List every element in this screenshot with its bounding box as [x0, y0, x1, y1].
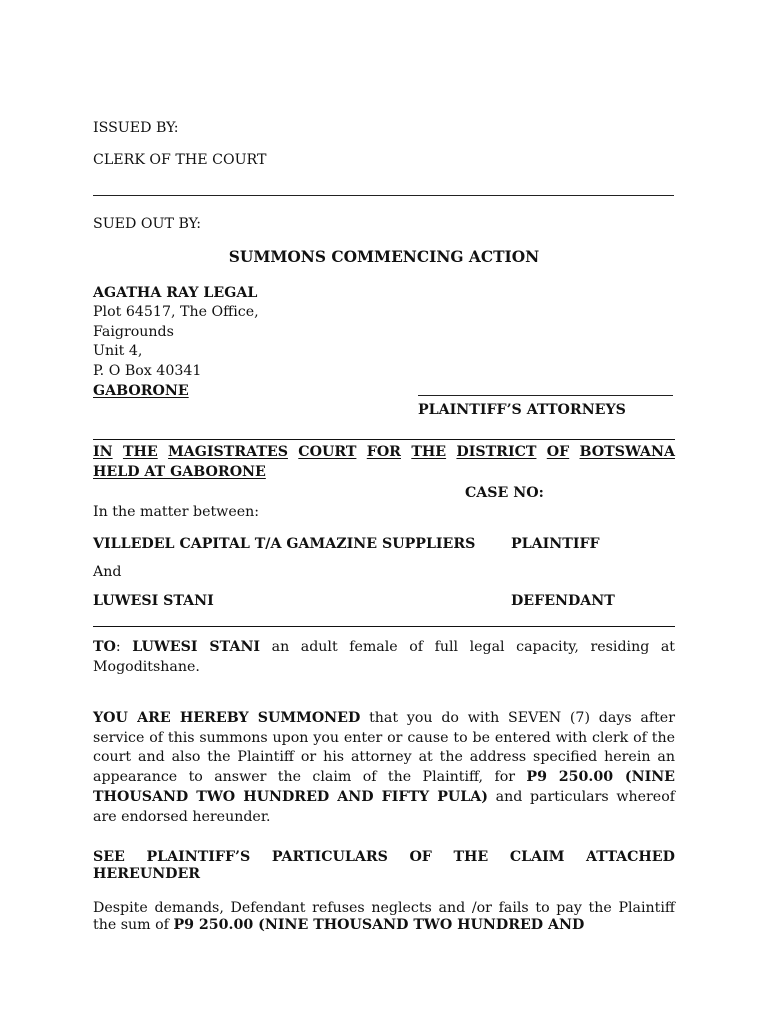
- court-heading-line1: [93, 443, 675, 461]
- address-line: Unit 4,: [93, 343, 143, 359]
- court-heading-word: BOTSWANA: [579, 444, 675, 460]
- particulars-heading-word: CLAIM: [509, 849, 565, 865]
- summons-paragraph: [93, 709, 675, 827]
- matter-between-label: In the matter between:: [93, 504, 260, 520]
- particulars-heading-line1: [93, 848, 675, 866]
- claim-amount: P9 250.00 (NINE THOUSAND TWO HUNDRED AND: [173, 917, 585, 933]
- address-line: Plot 64517, The Office,: [93, 304, 259, 320]
- attorney-city: GABORONE: [93, 383, 189, 399]
- plaintiff-name: VILLEDEL CAPITAL T/A GAMAZINE SUPPLIERS: [93, 536, 476, 552]
- court-heading-word: IN: [93, 444, 113, 460]
- plaintiff-role: PLAINTIFF: [511, 536, 600, 552]
- court-heading-word: THE: [122, 444, 158, 460]
- summons-bold-lead: YOU ARE HEREBY SUMMONED: [93, 710, 361, 726]
- issuer-name: CLERK OF THE COURT: [93, 152, 267, 168]
- signature-line: [418, 395, 673, 396]
- particulars-heading-word: ATTACHED: [586, 849, 675, 865]
- particulars-heading-word: PARTICULARS: [271, 849, 388, 865]
- to-clause: TO: LUWESI STANI an adult female of full legal capacity, residing at Mogoditshane.: [93, 639, 675, 675]
- summons-text-part2: and particulars whereof are endorsed hereunder.: [93, 788, 675, 825]
- document-title: SUMMONS COMMENCING ACTION: [228, 248, 540, 266]
- particulars-heading-word: PLAINTIFF’S: [146, 849, 251, 865]
- particulars-heading-line2: HEREUNDER: [93, 866, 201, 882]
- and-conjunction: And: [93, 564, 122, 580]
- attorney-firm-name: AGATHA RAY LEGAL: [93, 285, 258, 301]
- particulars-heading-word: THE: [453, 849, 489, 865]
- defendant-role: DEFENDANT: [511, 593, 615, 609]
- court-heading-word: THE: [411, 444, 447, 460]
- case-no-label: CASE NO:: [465, 485, 544, 501]
- court-heading-word: DISTRICT: [456, 444, 537, 460]
- defendant-name: LUWESI STANI: [93, 593, 214, 609]
- address-line: Faigrounds: [93, 324, 174, 340]
- to-name: LUWESI STANI: [132, 639, 261, 655]
- plaintiff-attorneys-caption: PLAINTIFF’S ATTORNEYS: [418, 402, 626, 418]
- court-heading-word: MAGISTRATES: [168, 444, 288, 460]
- particulars-heading-word: SEE: [93, 849, 125, 865]
- separator-line: [93, 626, 675, 627]
- court-heading-word: OF: [546, 444, 570, 460]
- court-heading-line2: HELD AT GABORONE: [93, 464, 266, 480]
- to-label: TO: [93, 639, 116, 655]
- to-description: an adult female of full legal capacity, residing at Mogoditshane.: [93, 639, 675, 675]
- separator-line: [93, 195, 674, 196]
- claim-text-part1: Despite demands, Defendant refuses neglects and /or fails to pay the Plaintiff the sum of: [93, 900, 675, 933]
- particulars-heading-word: OF: [409, 849, 432, 865]
- summons-text-part1: that you do with SEVEN (7) days after service of this summons upon you enter or cause to be entered with clerk of the court and also the Plaintiff or his attorney at the address specified herein an appearance to answer the claim of the Plaintiff, for: [93, 710, 675, 786]
- issued-by-label: ISSUED BY:: [93, 120, 179, 136]
- separator-line: [93, 439, 675, 440]
- address-line: P. O Box 40341: [93, 363, 202, 379]
- court-heading-word: COURT: [298, 444, 357, 460]
- sued-out-by-label: SUED OUT BY:: [93, 216, 202, 232]
- summons-amount: P9 250.00 (NINE THOUSAND TWO HUNDRED AND FIFTY PULA): [93, 769, 675, 805]
- claim-paragraph: [93, 900, 675, 934]
- court-heading-word: FOR: [366, 444, 401, 460]
